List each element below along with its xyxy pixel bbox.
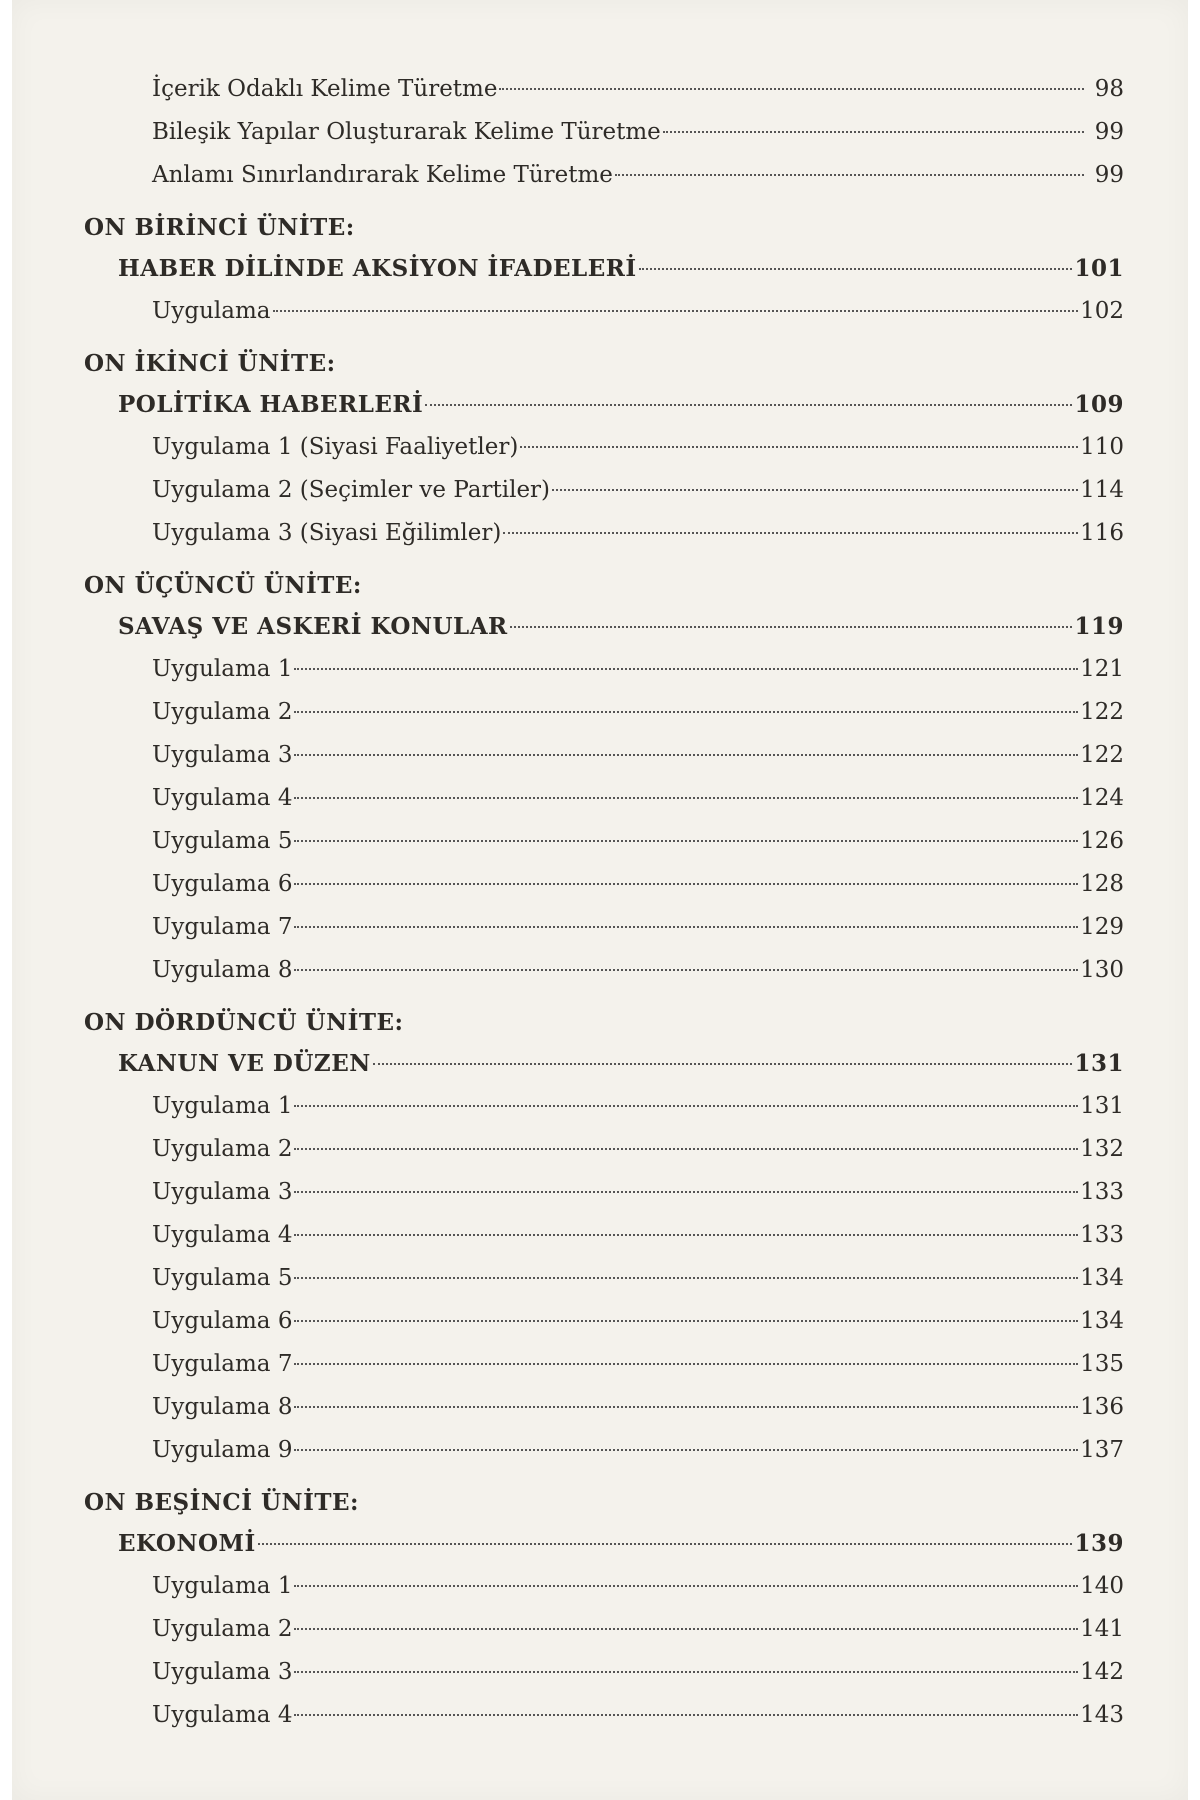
dot-leader — [294, 1449, 1078, 1451]
toc-entry — [84, 1214, 1124, 1257]
dot-leader — [294, 1277, 1078, 1279]
dot-leader — [663, 131, 1084, 133]
page-number: 110 — [1080, 434, 1124, 460]
page-number: 119 — [1074, 613, 1124, 640]
page-number: 137 — [1080, 1437, 1124, 1463]
chapter-entry — [84, 1522, 1124, 1565]
entry-label: Uygulama 5 — [152, 1265, 293, 1291]
page-number: 124 — [1080, 785, 1124, 811]
toc-entry — [84, 1128, 1124, 1171]
dot-leader — [294, 1191, 1078, 1193]
entry-label: Uygulama 1 (Siyasi Faaliyetler) — [152, 434, 519, 460]
entry-label: Uygulama 9 — [152, 1437, 293, 1463]
page-number: 136 — [1080, 1394, 1124, 1420]
entry-label: KANUN VE DÜZEN — [118, 1050, 371, 1077]
entry-label: Uygulama 2 — [152, 1136, 293, 1162]
page-number: 116 — [1080, 520, 1124, 546]
dot-leader — [294, 797, 1078, 799]
toc-entry — [84, 154, 1124, 197]
unit-title: ON İKİNCİ ÜNİTE: — [84, 350, 336, 377]
page-number: 142 — [1080, 1659, 1124, 1685]
entry-label: Uygulama 3 (Siyasi Eğilimler) — [152, 520, 502, 546]
entry-label: Uygulama 3 — [152, 1179, 293, 1205]
entry-label: Uygulama 7 — [152, 1351, 293, 1377]
toc-entry — [84, 1171, 1124, 1214]
toc-entry — [84, 1343, 1124, 1386]
dot-leader — [615, 174, 1084, 176]
dot-leader — [294, 1714, 1078, 1716]
entry-label: Bileşik Yapılar Oluşturarak Kelime Türetme — [152, 119, 661, 145]
book-page — [12, 0, 1188, 1800]
dot-leader — [294, 1363, 1078, 1365]
toc-entry — [84, 469, 1124, 512]
entry-label: Uygulama 3 — [152, 1659, 293, 1685]
toc-entry — [84, 648, 1124, 691]
toc-entry — [84, 777, 1124, 820]
unit-title: ON ÜÇÜNCÜ ÜNİTE: — [84, 572, 362, 599]
entry-label: Uygulama 6 — [152, 871, 293, 897]
page-number: 130 — [1080, 957, 1124, 983]
dot-leader — [294, 754, 1078, 756]
dot-leader — [258, 1543, 1073, 1545]
table-of-contents — [84, 68, 1124, 1737]
page-number: 121 — [1080, 656, 1124, 682]
dot-leader — [294, 883, 1078, 885]
entry-label: Uygulama 2 (Seçimler ve Partiler) — [152, 477, 551, 503]
chapter-entry — [84, 383, 1124, 426]
page-number: 102 — [1080, 298, 1124, 324]
dot-leader — [552, 489, 1078, 491]
entry-label: Uygulama 1 — [152, 1573, 293, 1599]
page-number: 141 — [1080, 1616, 1124, 1642]
entry-label: Uygulama 1 — [152, 1093, 293, 1119]
chapter-entry — [84, 605, 1124, 648]
dot-leader — [373, 1063, 1073, 1065]
dot-leader — [294, 969, 1078, 971]
entry-label: Uygulama 2 — [152, 1616, 293, 1642]
entry-label: Uygulama 7 — [152, 914, 293, 940]
page-number: 129 — [1080, 914, 1124, 940]
toc-entry — [84, 426, 1124, 469]
toc-entry — [84, 1300, 1124, 1343]
unit-title: ON BİRİNCİ ÜNİTE: — [84, 214, 355, 241]
page-number: 122 — [1080, 699, 1124, 725]
dot-leader — [503, 532, 1078, 534]
toc-entry — [84, 111, 1124, 154]
entry-label: Uygulama — [152, 298, 271, 324]
entry-label: Uygulama 4 — [152, 1222, 293, 1248]
page-number: 133 — [1080, 1222, 1124, 1248]
page-number: 101 — [1074, 255, 1124, 282]
toc-entry — [84, 820, 1124, 863]
dot-leader — [499, 88, 1084, 90]
toc-entry — [84, 949, 1124, 992]
dot-leader — [639, 268, 1073, 270]
unit-title: ON BEŞİNCİ ÜNİTE: — [84, 1489, 359, 1516]
entry-label: Uygulama 1 — [152, 656, 293, 682]
entry-label: Uygulama 8 — [152, 1394, 293, 1420]
entry-label: POLİTİKA HABERLERİ — [118, 391, 424, 418]
dot-leader — [294, 1671, 1078, 1673]
page-number: 134 — [1080, 1308, 1124, 1334]
toc-entry — [84, 863, 1124, 906]
toc-entry — [84, 1085, 1124, 1128]
page-number: 99 — [1094, 119, 1124, 145]
entry-label: HABER DİLİNDE AKSİYON İFADELERİ — [118, 255, 637, 282]
dot-leader — [294, 1406, 1078, 1408]
dot-leader — [273, 310, 1079, 312]
dot-leader — [294, 668, 1078, 670]
dot-leader — [294, 1148, 1078, 1150]
dot-leader — [520, 446, 1078, 448]
toc-entry — [84, 1386, 1124, 1429]
dot-leader — [510, 626, 1073, 628]
entry-label: Anlamı Sınırlandırarak Kelime Türetme — [152, 162, 613, 188]
toc-entry — [84, 1694, 1124, 1737]
page-number: 139 — [1074, 1530, 1124, 1557]
toc-entry — [84, 1565, 1124, 1608]
toc-entry — [84, 691, 1124, 734]
dot-leader — [294, 1628, 1078, 1630]
toc-entry — [84, 906, 1124, 949]
page-number: 128 — [1080, 871, 1124, 897]
page-number: 131 — [1074, 1050, 1124, 1077]
dot-leader — [294, 1320, 1078, 1322]
entry-label: Uygulama 6 — [152, 1308, 293, 1334]
dot-leader — [294, 926, 1078, 928]
page-number: 132 — [1080, 1136, 1124, 1162]
page-number: 98 — [1094, 76, 1124, 102]
page-number: 114 — [1080, 477, 1124, 503]
page-number: 126 — [1080, 828, 1124, 854]
entry-label: Uygulama 2 — [152, 699, 293, 725]
toc-entry — [84, 290, 1124, 333]
dot-leader — [294, 1234, 1078, 1236]
entry-label: EKONOMİ — [118, 1530, 256, 1557]
toc-entry — [84, 68, 1124, 111]
page-number: 135 — [1080, 1351, 1124, 1377]
entry-label: Uygulama 4 — [152, 785, 293, 811]
entry-label: Uygulama 3 — [152, 742, 293, 768]
entry-label: Uygulama 4 — [152, 1702, 293, 1728]
page-number: 133 — [1080, 1179, 1124, 1205]
toc-entry — [84, 734, 1124, 777]
page-number: 99 — [1094, 162, 1124, 188]
toc-entry — [84, 1429, 1124, 1472]
dot-leader — [294, 1585, 1078, 1587]
toc-entry — [84, 512, 1124, 555]
entry-label: İçerik Odaklı Kelime Türetme — [152, 76, 498, 102]
chapter-entry — [84, 247, 1124, 290]
dot-leader — [425, 404, 1072, 406]
entry-label: Uygulama 5 — [152, 828, 293, 854]
toc-entry — [84, 1257, 1124, 1300]
entry-label: SAVAŞ VE ASKERİ KONULAR — [118, 613, 508, 640]
page-number: 109 — [1074, 391, 1124, 418]
page-number: 134 — [1080, 1265, 1124, 1291]
entry-label: Uygulama 8 — [152, 957, 293, 983]
dot-leader — [294, 711, 1078, 713]
chapter-entry — [84, 1042, 1124, 1085]
toc-entry — [84, 1651, 1124, 1694]
page-number: 122 — [1080, 742, 1124, 768]
page-number: 143 — [1080, 1702, 1124, 1728]
page-number: 131 — [1080, 1093, 1124, 1119]
page-number: 140 — [1080, 1573, 1124, 1599]
toc-entry — [84, 1608, 1124, 1651]
unit-title: ON DÖRDÜNCÜ ÜNİTE: — [84, 1009, 404, 1036]
dot-leader — [294, 840, 1078, 842]
dot-leader — [294, 1105, 1078, 1107]
